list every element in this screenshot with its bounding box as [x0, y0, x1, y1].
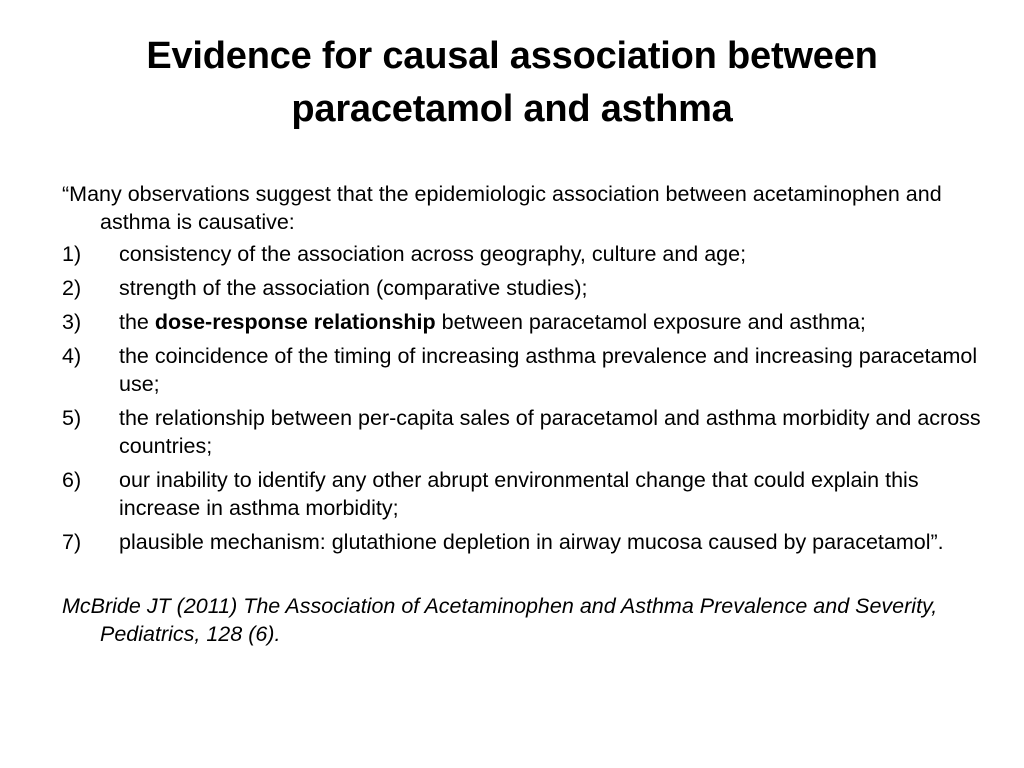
item-number: 6) [62, 468, 82, 492]
title-line-1: Evidence for causal association between [146, 35, 878, 77]
item-text-suffix: between paracetamol exposure and asthma; [435, 310, 866, 334]
list-item [62, 240, 982, 268]
item-text-prefix: the [119, 310, 155, 334]
item-number: 4) [62, 344, 82, 368]
intro-paragraph: “Many observations suggest that the epidemiologic association between acetaminophen and asthma is causative: [62, 182, 942, 234]
list-item [62, 308, 982, 336]
list-item [62, 466, 982, 522]
item-number: 3) [62, 310, 82, 334]
item-text: plausible mechanism: glutathione depletion in airway mucosa caused by paracetamol”. [119, 530, 944, 554]
slide-body [62, 180, 982, 670]
title-line-2: paracetamol and asthma [291, 88, 733, 130]
list-item [62, 274, 982, 302]
item-number: 2) [62, 276, 82, 300]
item-text: the relationship between per-capita sales of paracetamol and asthma morbidity and across countries; [119, 406, 981, 458]
item-text: our inability to identify any other abrupt environmental change that could explain this increase in asthma morbidity; [119, 468, 919, 520]
evidence-list [62, 240, 982, 556]
citation: McBride JT (2011) The Association of Acetaminophen and Asthma Prevalence and Severity, Pediatrics, 128 (6). [62, 594, 938, 646]
item-number: 1) [62, 242, 82, 266]
item-text-bold: dose-response relationship [154, 310, 436, 334]
slide-title [60, 30, 964, 136]
item-text: consistency of the association across geography, culture and age; [119, 242, 747, 266]
item-text: the coincidence of the timing of increasing asthma prevalence and increasing paracetamol use; [119, 344, 978, 396]
list-item [62, 342, 982, 398]
list-item [62, 404, 982, 460]
item-text [119, 310, 866, 334]
list-item [62, 528, 982, 556]
item-text: strength of the association (comparative studies); [119, 276, 588, 300]
item-number: 5) [62, 406, 82, 430]
item-number: 7) [62, 530, 82, 554]
